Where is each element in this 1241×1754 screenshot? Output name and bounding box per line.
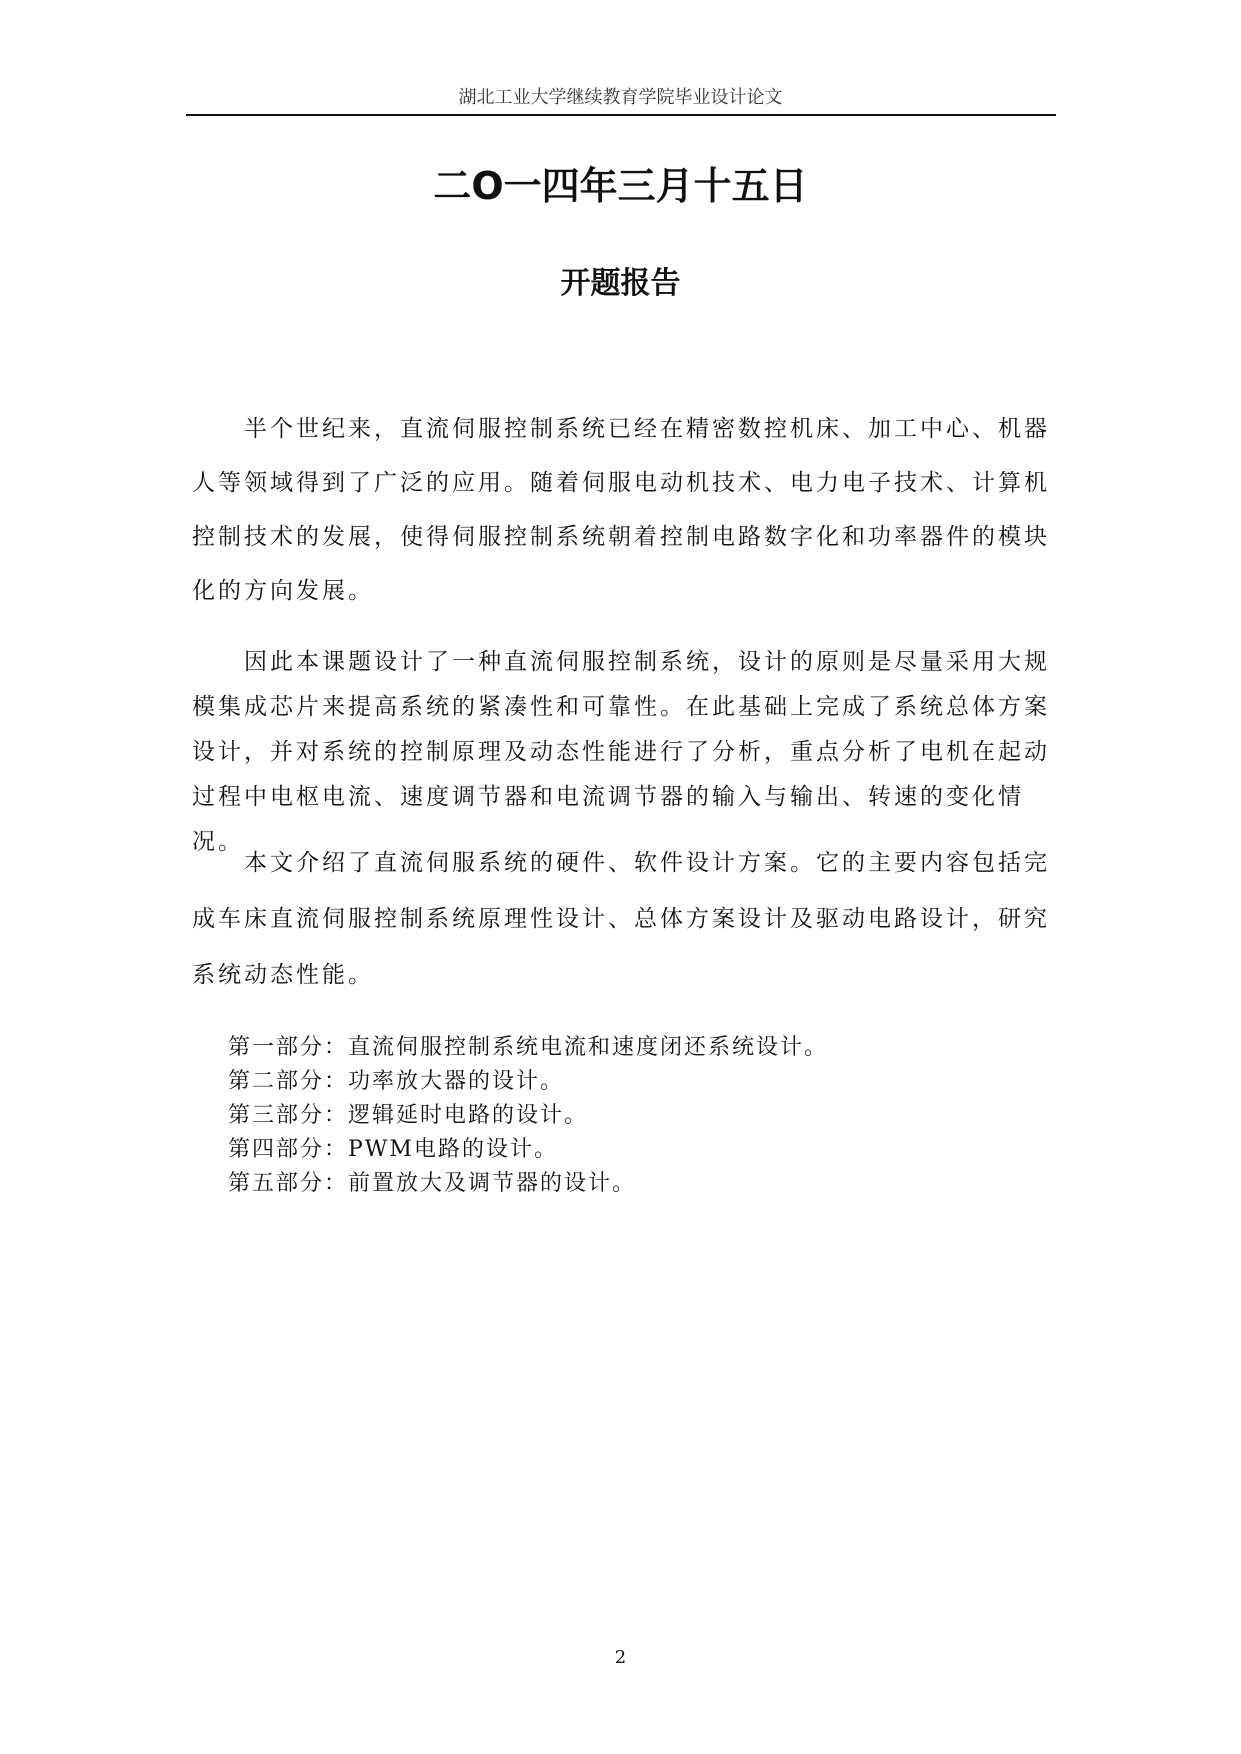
running-header: 湖北工业大学继续教育学院毕业设计论文 [458, 87, 783, 108]
part-item-3: 第三部分：逻辑延时电路的设计。 [228, 1103, 589, 1128]
header-rule [186, 114, 1056, 116]
date-title: 二O一四年三月十五日 [433, 164, 808, 208]
part-item-2: 第二部分：功率放大器的设计。 [228, 1069, 565, 1094]
part-item-5: 第五部分：前置放大及调节器的设计。 [228, 1171, 637, 1196]
part-item-4: 第四部分：PWM电路的设计。 [228, 1137, 558, 1162]
part-item-1: 第一部分：直流伺服控制系统电流和速度闭还系统设计。 [228, 1035, 829, 1060]
page-number: 2 [614, 1647, 627, 1668]
parts-list [228, 1031, 1048, 1201]
paragraph-design-principle: 因此本课题设计了一种直流伺服控制系统，设计的原则是尽量采用大规模集成芯片来提高系统的紧凑性和可靠性。在此基础上完成了系统总体方案设计，并对系统的控制原理及动态性能进行了分析，重点分析了电机在起动过程中电枢电流、速度调节器和电流调节器的输入与输出、转速的变化情况。 [192, 649, 1050, 855]
paragraph-content-summary: 本文介绍了直流伺服系统的硬件、软件设计方案。它的主要内容包括完成车床直流伺服控制系统原理性设计、总体方案设计及驱动电路设计，研究系统动态性能。 [192, 850, 1050, 988]
section-title: 开题报告 [560, 266, 681, 301]
paragraph-background: 半个世纪来，直流伺服控制系统已经在精密数控机床、加工中心、机器人等领域得到了广泛的应用。随着伺服电动机技术、电力电子技术、计算机控制技术的发展，使得伺服控制系统朝着控制电路数字化和功率器件的模块化的方向发展。 [192, 416, 1050, 604]
